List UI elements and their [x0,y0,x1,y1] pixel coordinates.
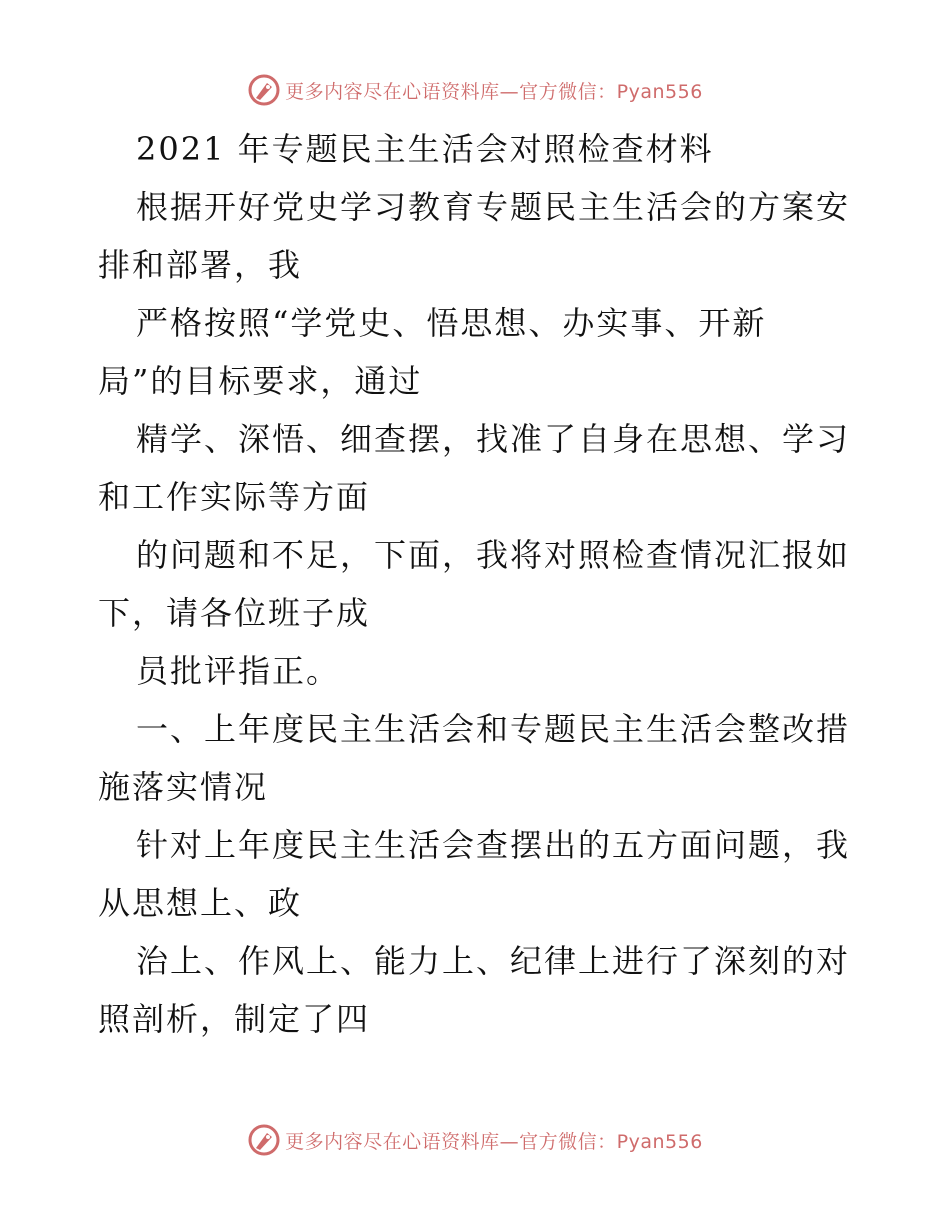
document-body [98,120,858,1048]
paragraph [98,526,858,642]
paragraph-line: 员批评指正。 [136,652,341,690]
paragraph [98,816,858,932]
paragraph [98,410,858,526]
paragraph-line: 针对上年度民主生活会查摆出的五方面问题，我 [136,826,851,864]
footer-watermark [0,1120,950,1160]
watermark-text: 更多内容尽在心语资料库—官方微信：Pyan556 [285,80,703,103]
heading-line: 一、上年度民主生活会和专题民主生活会整改措 [136,710,851,748]
paragraph-line: 根据开好党史学习教育专题民主生活会的方案安 [136,188,851,226]
pen-nib-circle-icon [247,73,281,107]
paragraph-line: 的问题和不足，下面，我将对照检查情况汇报如 [136,536,851,574]
section-heading [98,700,858,816]
paragraph-line: 局”的目标要求，通过 [98,362,423,400]
header-watermark [0,70,950,110]
paragraph-line: 从思想上、政 [98,884,303,922]
paragraph [98,932,858,1048]
watermark-text: 更多内容尽在心语资料库—官方微信：Pyan556 [285,1130,703,1153]
paragraph-line: 严格按照“学党史、悟思想、办实事、开新 [136,304,767,342]
heading-line: 施落实情况 [98,768,269,806]
paragraph-line: 治上、作风上、能力上、纪律上进行了深刻的对 [136,942,851,980]
document-title [98,120,858,178]
pen-nib-circle-icon [247,1123,281,1157]
paragraph [98,642,858,700]
paragraph-line: 照剖析，制定了四 [98,1000,371,1038]
paragraph [98,178,858,294]
paragraph [98,294,858,410]
paragraph-line: 排和部署，我 [98,246,303,284]
paragraph-line: 下，请各位班子成 [98,594,371,632]
paragraph-line: 和工作实际等方面 [98,478,371,516]
title-line: 2021 年专题民主生活会对照检查材料 [136,130,714,168]
paragraph-line: 精学、深悟、细查摆，找准了自身在思想、学习 [136,420,851,458]
